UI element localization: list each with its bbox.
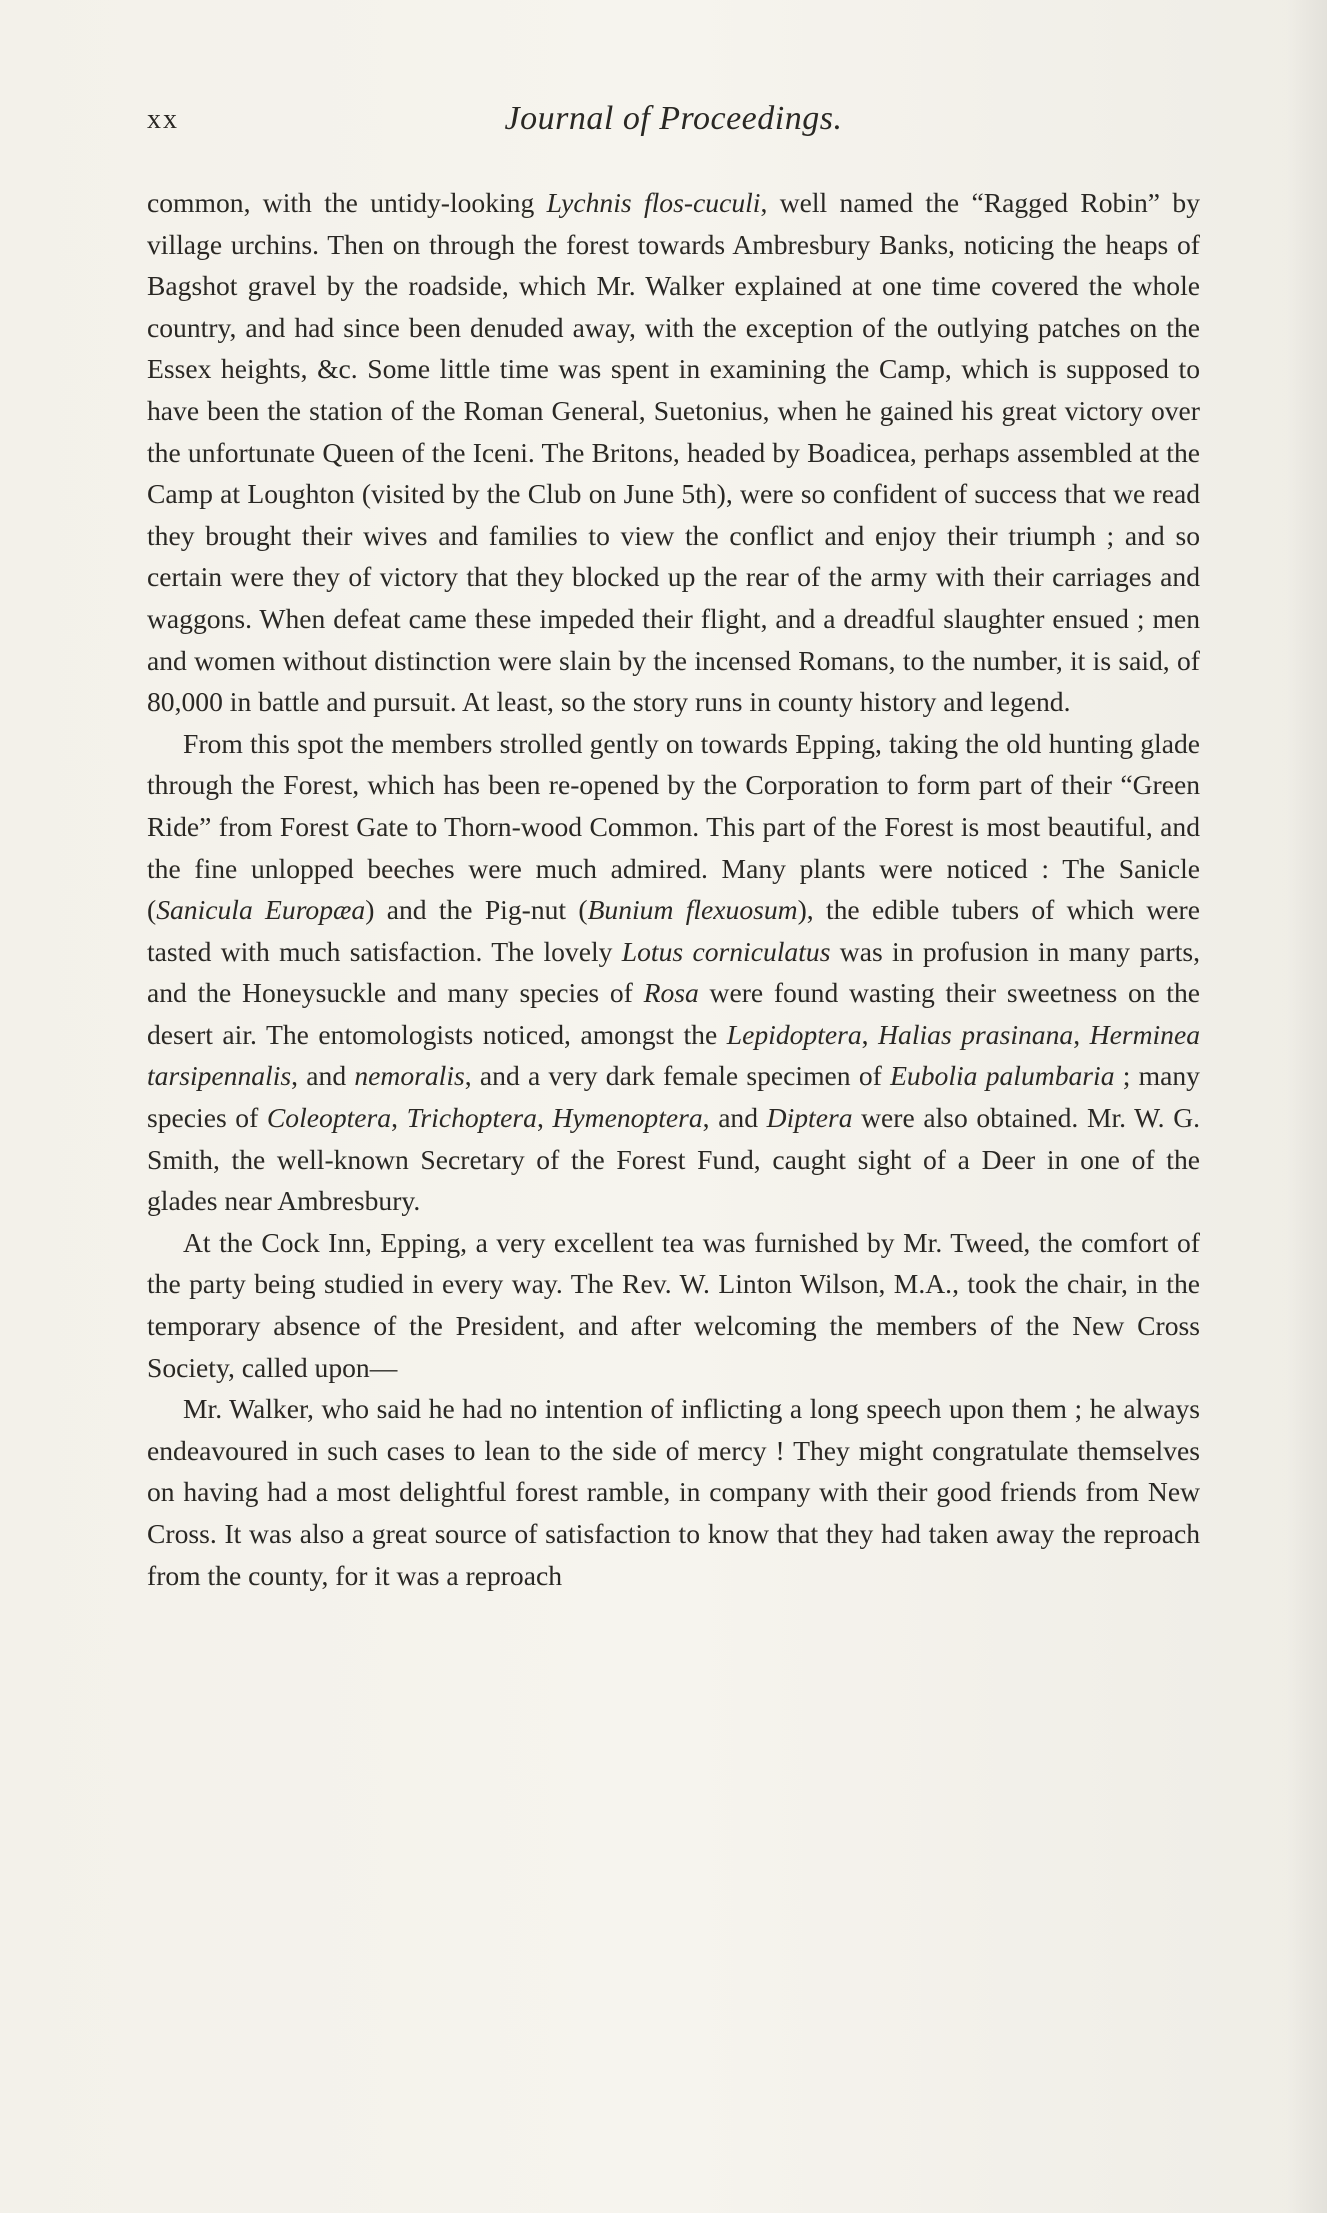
text-run: , — [861, 1018, 879, 1050]
italic-term: Sanicula Europæa — [156, 894, 366, 926]
paragraph — [147, 1388, 1200, 1596]
page-edge-shadow — [1287, 0, 1327, 2213]
text-run: , — [391, 1102, 407, 1134]
paragraph — [147, 1222, 1200, 1388]
text-run: , — [1073, 1018, 1090, 1050]
italic-term: Trichoptera — [406, 1102, 537, 1134]
page-number: xx — [147, 104, 179, 135]
text-run: was in profusion in many parts, and the Honeysuckle and many species of — [147, 935, 1200, 1009]
text-run: were found wasting their sweetness on the desert air. The entomologists noticed, amongst the — [147, 977, 1200, 1050]
italic-term: Lepidoptera — [726, 1018, 862, 1050]
text-run: , — [536, 1102, 553, 1134]
italic-term: Rosa — [643, 977, 699, 1009]
italic-term: Coleoptera — [266, 1102, 392, 1134]
text-run: Mr. Walker, who said he had no intention of inflicting a long speech upon them ; he always endeavoured in such cases to lean to the side of mercy ! They might congratulate themselves on having had a most delightful forest ramble, in company with their good friends from New Cross. It was also a great source of satisfaction to know that they had taken away the reproach from the county, for it was a reproach — [147, 1393, 1200, 1591]
italic-term: Halias prasinana — [878, 1018, 1074, 1050]
paragraph — [147, 182, 1200, 723]
text-run: From this spot the members strolled gently on towards Epping, taking the old hunting glade through the Forest, which has been re-opened by the Corporation to form part of their “Green Ride” from Forest Gate to Thorn-wood Common. This part of the Forest is most beautiful, and the fine unlopped beeches were much admired. Many plants were noticed : The Sanicle ( — [147, 727, 1200, 926]
italic-term: Bunium flexuosum — [587, 894, 798, 926]
italic-term: Lotus corniculatus — [621, 935, 831, 967]
text-run: ), the edible tubers of which were tasted with much satisfaction. The lovely — [147, 894, 1200, 967]
italic-term: Lychnis flos-cuculi — [546, 187, 761, 218]
text-run: common, with the untidy-looking — [147, 187, 547, 218]
text-run: , and — [291, 1060, 355, 1092]
italic-term: Hymenoptera — [552, 1102, 703, 1134]
italic-term: Herminea tarsipennalis — [147, 1018, 1201, 1092]
paragraph — [147, 723, 1200, 1222]
text-run: , and a very dark female specimen of — [464, 1060, 891, 1092]
page-header — [147, 100, 1200, 150]
italic-term: Eubolia palumbaria — [890, 1060, 1115, 1092]
body-text — [147, 182, 1200, 1596]
text-run: ; many species of — [147, 1060, 1200, 1134]
running-title: Journal of Proceedings. — [504, 100, 843, 137]
text-run: , and — [702, 1102, 767, 1134]
text-run: At the Cock Inn, Epping, a very excellent tea was furnished by Mr. Tweed, the comfort of the party being studied in every way. The Rev. W. Linton Wilson, M.A., took the chair, in the temporary absence of the President, and after welcoming the members of the New Cross Society, called upon— — [147, 1226, 1200, 1383]
text-run: were also obtained. Mr. W. G. Smith, the well-known Secretary of the Forest Fund, caught sight of a Deer in one of the glades near Ambresbury. — [147, 1102, 1201, 1217]
text-run: , well named the “Ragged Robin” by village urchins. Then on through the forest towards Ambresbury Banks, noticing the heaps of Bagshot gravel by the roadside, which Mr. Walker explained at one time covered the whole country, and had since been denuded away, with the exception of the outlying patches on the Essex heights, &c. Some little time was spent in examining the Camp, which is supposed to have been the station of the Roman General, Suetonius, when he gained his great victory over the unfortunate Queen of the Iceni. The Britons, headed by Boadicea, perhaps assembled at the Camp at Loughton (visited by the Club on June 5th), were so confident of success that we read they brought their wives and families to view the conflict and enjoy their triumph ; and so certain were they of victory that they blocked up the rear of the army with their carriages and waggons. When defeat came these impeded their flight, and a dreadful slaughter ensued ; men and women without distinction were slain by the incensed Romans, to the number, it is said, of 80,000 in battle and pursuit. At least, so the story runs in county history and legend. — [147, 187, 1200, 718]
italic-term: nemoralis — [354, 1060, 465, 1092]
text-run: ) and the Pig-nut ( — [365, 894, 588, 926]
italic-term: Diptera — [766, 1102, 853, 1134]
